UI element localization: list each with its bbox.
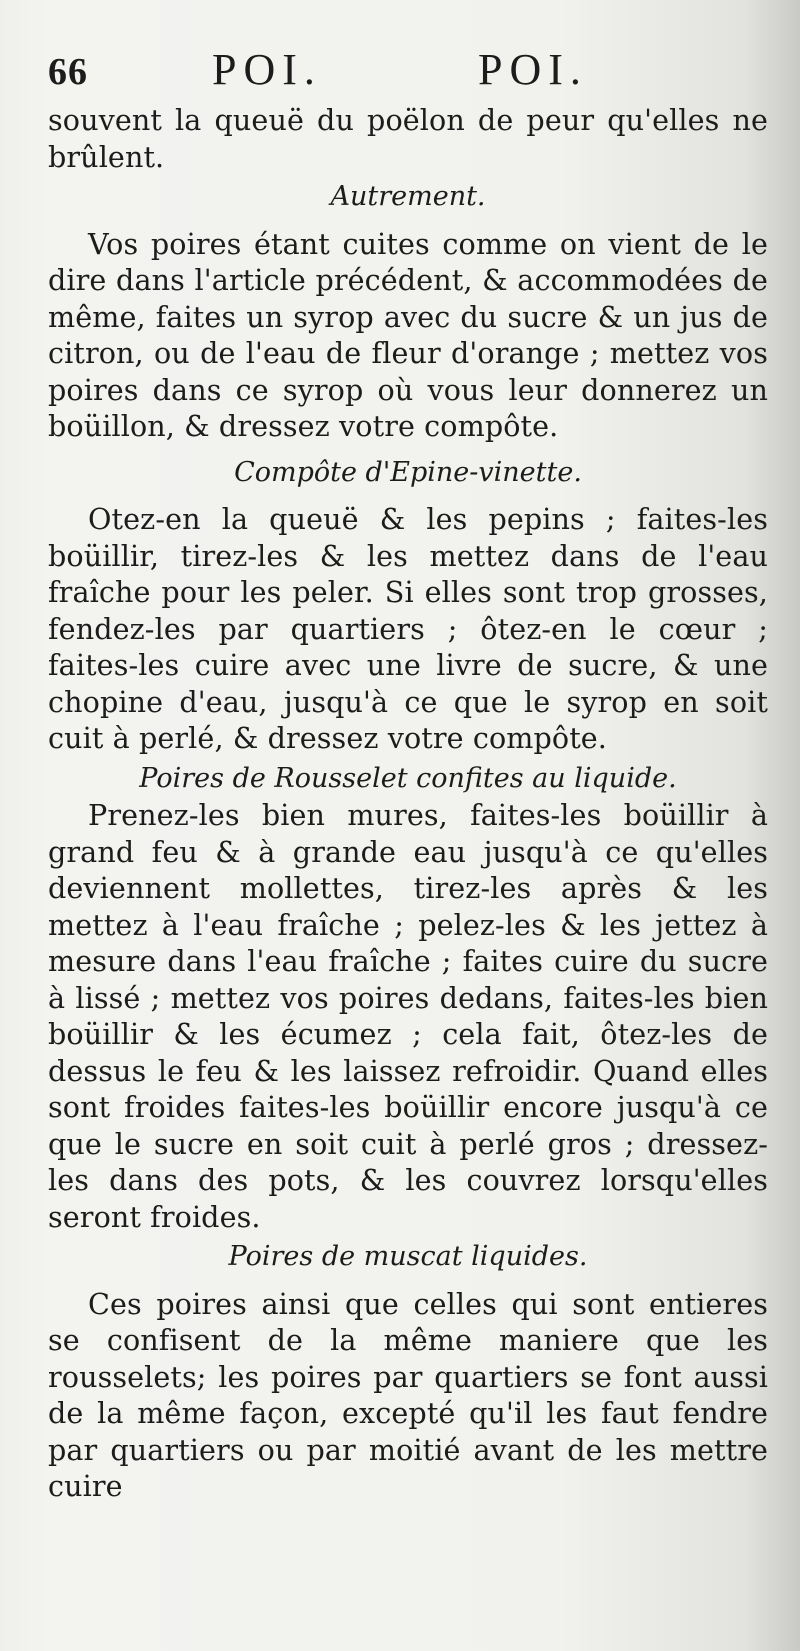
page-text xyxy=(48,44,768,1505)
section-heading-autrement: Autrement. xyxy=(330,181,486,212)
paragraph-rousselet: Prenez-les bien mures, faites-les boüillir à grand feu & à grande eau jusqu'à ce qu'elles deviennent mollettes, tirez-les après & les mettez à l'eau fraîche ; pelez-les & les jettez à mesure dans l'eau fraîche ; faites cuire du sucre à lissé ; mettez vos poires dedans, faites-les bien boüillir & les écumez ; cela fait, ôtez-les de dessus le feu & les laissez refroidir. Quand elles sont froides faites-les boüillir encore jusqu'à ce que le sucre en soit cuit à perlé gros ; dressez-les dans des pots, & les couvrez lorsqu'elles seront froides. xyxy=(48,798,768,1234)
paragraph-muscat: Ces poires ainsi que celles qui sont entieres se confisent de la même maniere que les rousselets; les poires par quartiers se font aussi de la même façon, excepté qu'il les faut fendre par quartiers ou par moitié avant de les mettre cuire xyxy=(48,1286,768,1503)
running-head-left: POI. xyxy=(212,45,322,94)
continuation-paragraph: souvent la queuë du poëlon de peur qu'elles ne brûlent. xyxy=(48,103,768,174)
paragraph-epine-vinette: Otez-en la queuë & les pepins ; faites-les boüillir, tirez-les & les mettez dans de l'eau fraîche pour les peler. Si elles sont trop grosses, fendez-les par quartiers ; ôtez-en le cœur ; faites-les cuire avec une livre de sucre, & une chopine d'eau, jusqu'à ce que le syrop en soit cuit à perlé, & dressez votre compôte. xyxy=(48,502,768,755)
running-head-right: POI. xyxy=(478,45,588,94)
section-heading-epine-vinette: Compôte d'Epine-vinette. xyxy=(234,456,582,488)
page-number: 66 xyxy=(48,51,88,93)
paragraph-autrement: Vos poires étant cuites comme on vient de le dire dans l'article précédent, & accommodées de même, faites un syrop avec du sucre & un jus de citron, ou de l'eau de fleur d'orange ; mettez vos poires dans ce syrop où vous leur donnerez un boüillon, & dressez votre compôte. xyxy=(48,226,768,443)
running-head xyxy=(48,44,768,102)
section-heading-muscat: Poires de muscat liquides. xyxy=(228,1241,588,1272)
section-heading-rousselet: Poires de Rousselet confites au liquide. xyxy=(139,762,677,794)
